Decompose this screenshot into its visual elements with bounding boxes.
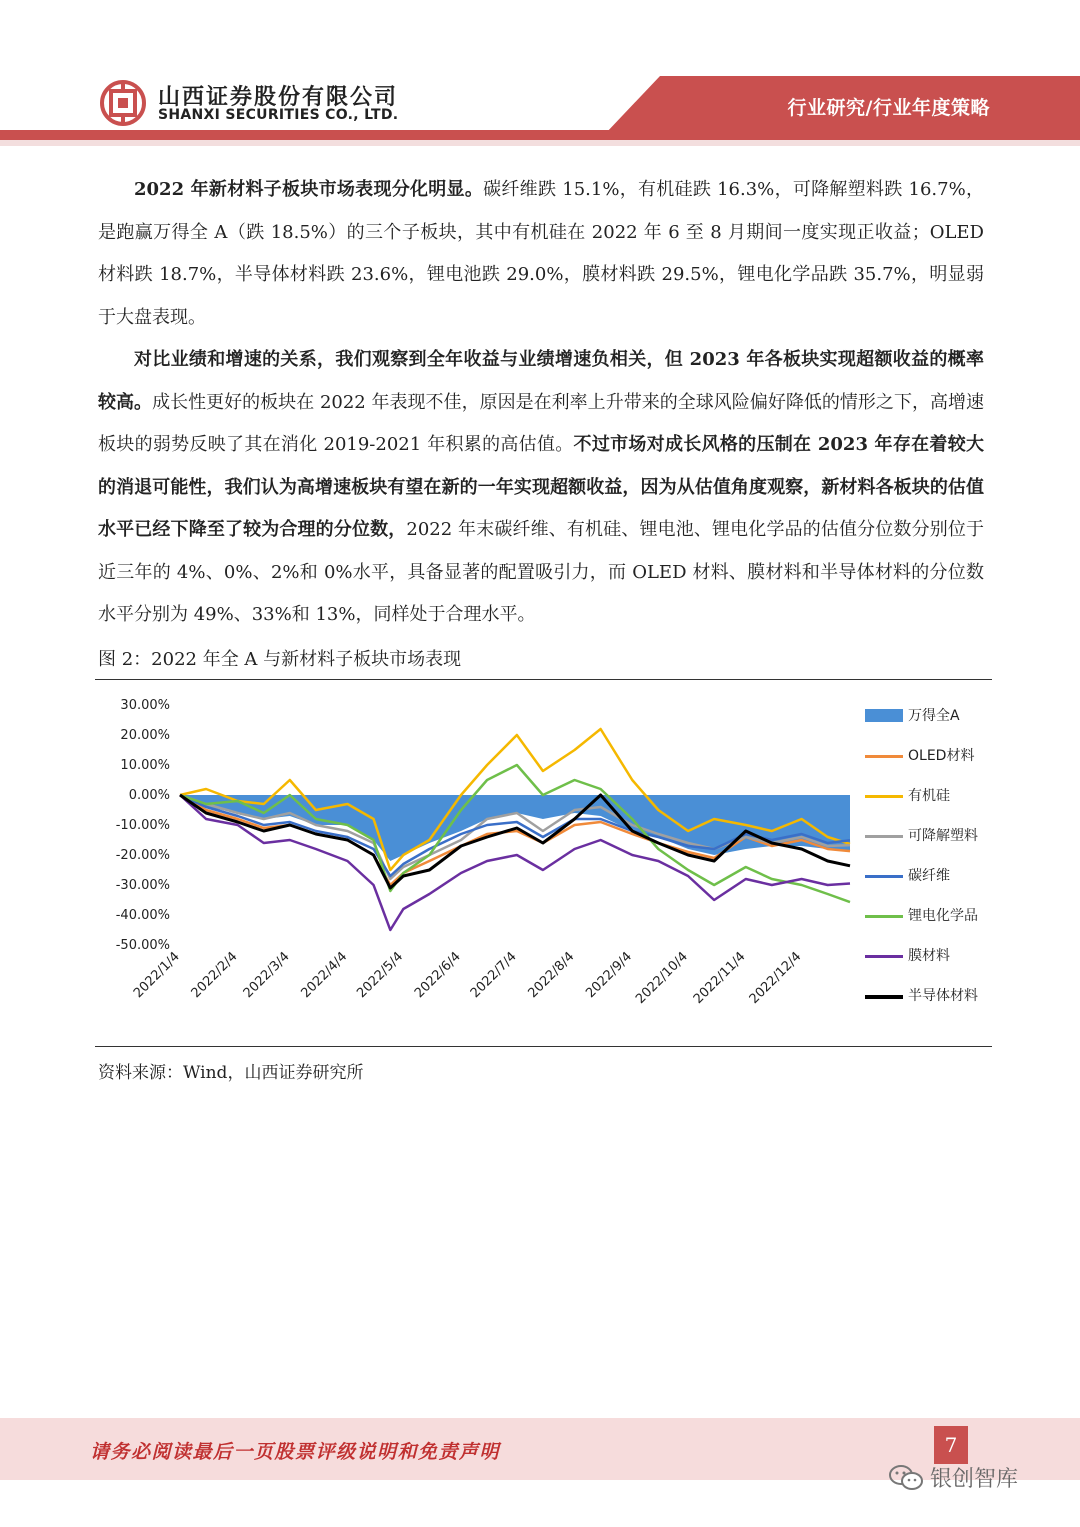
legend-label: OLED材料 [908, 748, 975, 764]
legend-label: 碳纤维 [908, 868, 950, 884]
legend-label: 万得全A [908, 708, 960, 724]
paragraph-1-body: 碳纤维跌 15.1%，有机硅跌 16.3%，可降解塑料跌 16.7%，是跑赢万得全 A（跌 18.5%）的三个子板块，其中有机硅在 2022 年 6 至 8 月期间一度实现正收益；OLED 材料跌 18.7%，半导体材料跌 23.6%，锂电池跌 29.0%，膜材料跌 29.5%，锂电化学品跌 35.7%，明显弱于大盘表现。 [98, 179, 984, 328]
y-tick-label: -20.00% [115, 848, 170, 863]
paragraph-2 [98, 339, 984, 637]
legend-label: 有机硅 [908, 788, 950, 804]
x-tick-label: 2022/9/4 [583, 949, 636, 1002]
paragraph-1-lead: 2022 年新材料子板块市场表现分化明显。 [134, 179, 484, 200]
report-section-label: 行业研究/行业年度策略 [787, 97, 990, 119]
company-logo-icon [100, 80, 146, 126]
figure-top-rule [95, 679, 992, 680]
header-band [0, 130, 1080, 140]
x-tick-label: 2022/5/4 [354, 949, 407, 1002]
legend-swatch [865, 915, 903, 918]
x-tick-label: 2022/4/4 [298, 949, 351, 1002]
y-tick-label: -10.00% [115, 818, 170, 833]
y-tick-label: -40.00% [115, 908, 170, 923]
x-tick-label: 2022/1/4 [130, 949, 183, 1002]
x-tick-label: 2022/12/4 [746, 949, 805, 1007]
watermark-text: 银创智库 [930, 1467, 1019, 1492]
y-tick-label: 0.00% [128, 788, 170, 803]
legend-swatch [865, 955, 903, 958]
x-tick-label: 2022/10/4 [633, 949, 691, 1007]
page-header [0, 0, 1080, 140]
y-tick-label: 20.00% [120, 728, 170, 743]
legend-swatch [865, 755, 903, 758]
x-tick-label: 2022/11/4 [690, 949, 749, 1007]
page-number: 7 [934, 1426, 968, 1464]
line-chart [95, 685, 992, 1040]
y-tick-label: -50.00% [115, 938, 170, 953]
legend-label: 半导体材料 [908, 988, 978, 1004]
paragraph-2-body-1: 成长性更好的板块在 2022 年表现不佳，原因是在利率上升带来的全球风险偏好降低的情形之下，高增速板块的弱势反映了其在消化 2019-2021 年积累的高估值。 [98, 391, 985, 455]
x-tick-label: 2022/8/4 [525, 949, 578, 1002]
legend-swatch [865, 709, 903, 722]
y-tick-label: 30.00% [120, 698, 170, 713]
paragraph-2-emphasis: 不过市场对成长风格的压制在 2023 年存在着较大的消退可能性，我们认为高增速板块有望在新的一年实现超额收益，因为从估值角度观察，新材料各板块的估值水平已经下降至了较为合理的分位数， [98, 434, 984, 540]
paragraph-2-lead: 对比业绩和增速的关系，我们观察到全年收益与业绩增速负相关，但 2023 年各板块实现超额收益的概率较高。 [98, 349, 984, 413]
watermark [888, 1462, 1018, 1493]
wechat-icon [888, 1463, 924, 1493]
paragraph-1 [98, 169, 984, 339]
x-tick-label: 2022/7/4 [467, 949, 520, 1002]
company-name-en: SHANXI SECURITIES CO., LTD. [158, 107, 399, 123]
legend-label: 锂电化学品 [908, 908, 978, 924]
legend-label: 可降解塑料 [908, 828, 978, 844]
chart-svg [95, 685, 992, 1040]
legend-swatch [865, 875, 903, 878]
y-tick-label: -30.00% [115, 878, 170, 893]
legend-swatch [865, 835, 903, 838]
figure-title: 图 2：2022 年全 A 与新材料子板块市场表现 [98, 649, 462, 670]
header-shade [0, 140, 1080, 146]
paragraph-2-body-2: 2022 年末碳纤维、有机硅、锂电池、锂电化学品的估值分位数分别位于近三年的 4%、0%、2%和 0%水平，具备显著的配置吸引力，而 OLED 材料、膜材料和半导体材料的分位数水平分别为 49%、33%和 13%，同样处于合理水平。 [98, 519, 984, 625]
legend-swatch [865, 795, 903, 798]
figure-bottom-rule [95, 1046, 992, 1047]
x-tick-label: 2022/3/4 [240, 949, 293, 1002]
x-tick-label: 2022/2/4 [188, 949, 241, 1002]
x-tick-label: 2022/6/4 [411, 949, 464, 1002]
y-tick-label: 10.00% [120, 758, 170, 773]
legend-label: 膜材料 [908, 948, 950, 964]
figure-source: 资料来源：Wind，山西证券研究所 [98, 1063, 364, 1083]
legend-swatch [865, 995, 903, 999]
footer-disclaimer: 请务必阅读最后一页股票评级说明和免责声明 [90, 1441, 501, 1463]
company-name-cn: 山西证券股份有限公司 [158, 85, 399, 110]
